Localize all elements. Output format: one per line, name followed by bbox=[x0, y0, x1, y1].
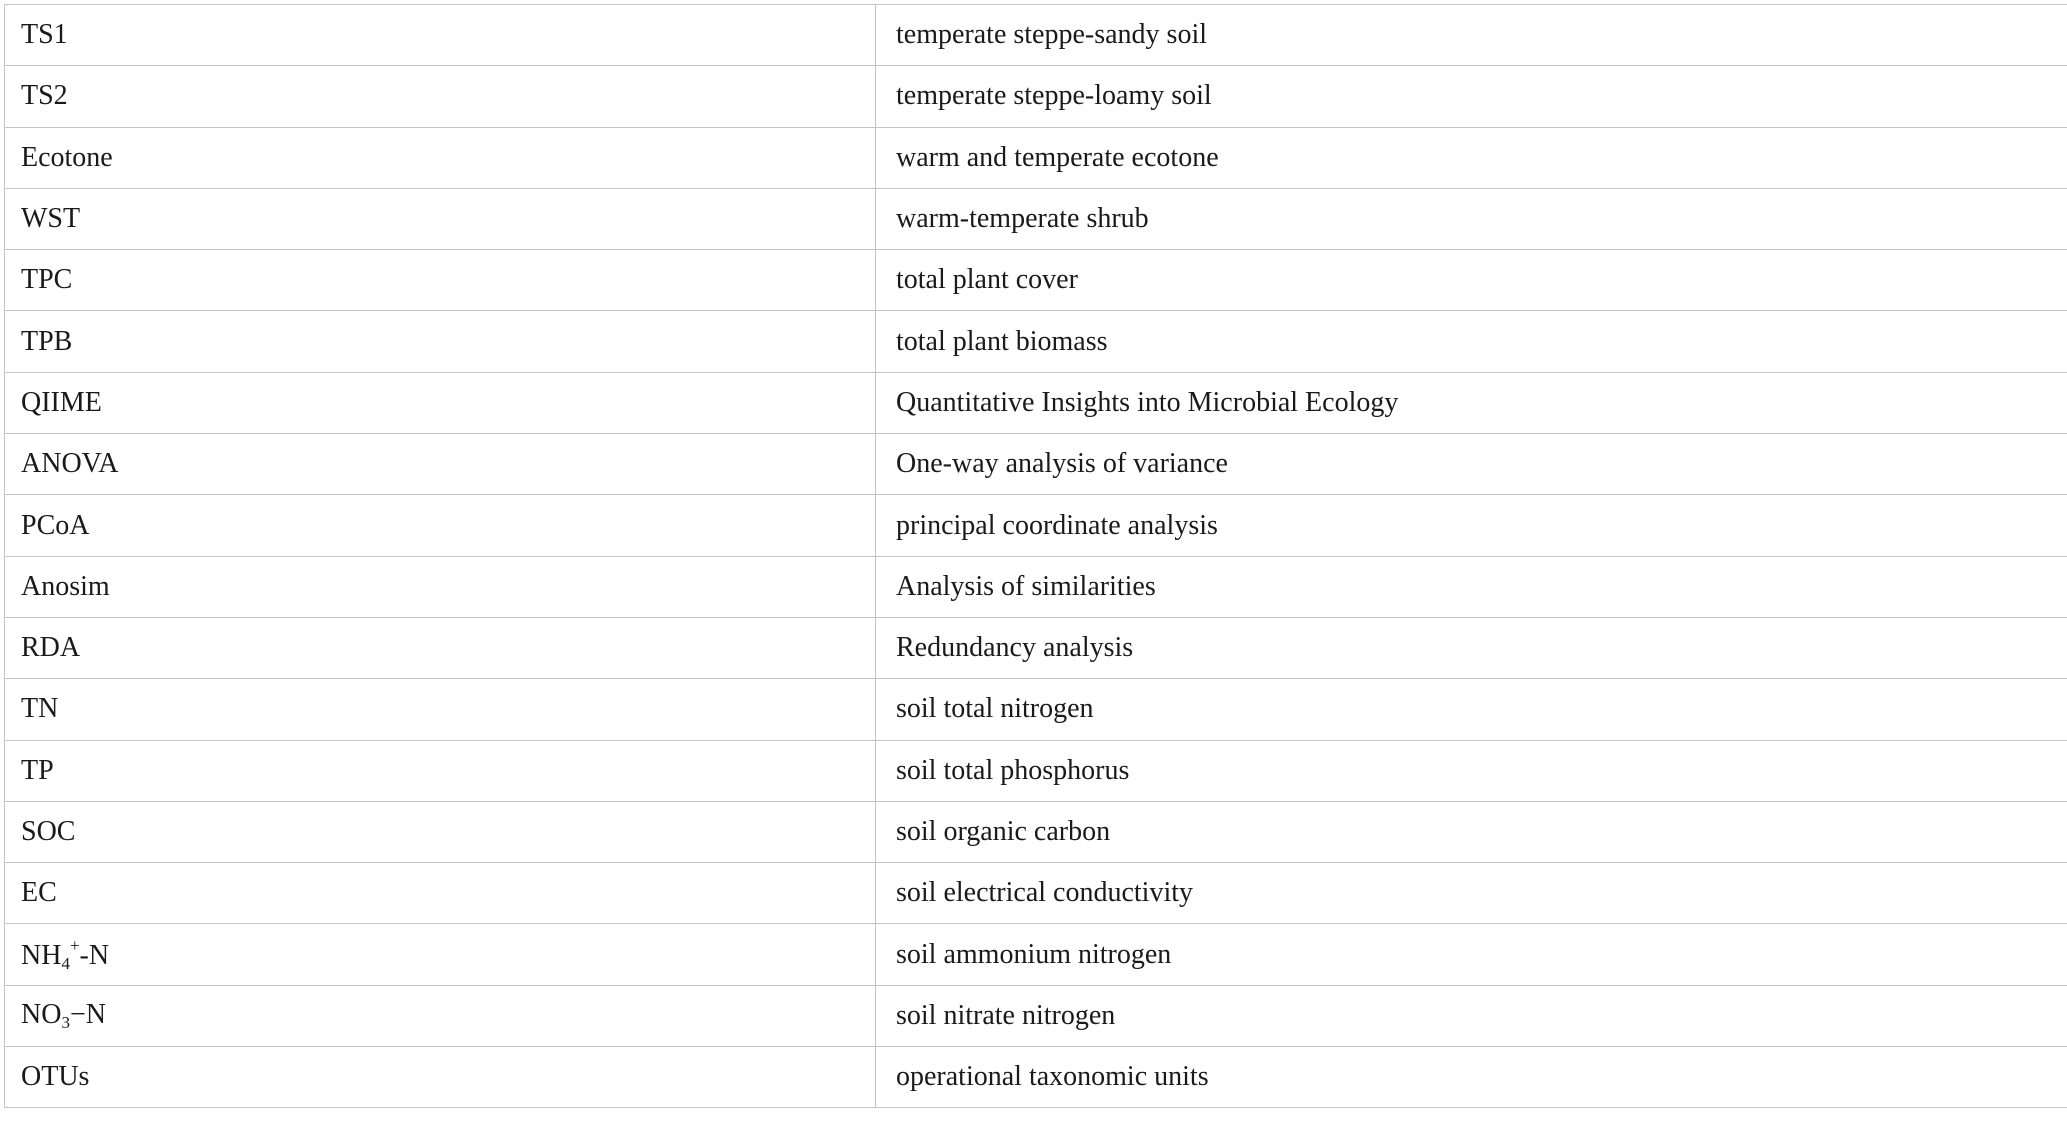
abbreviation-cell: Anosim bbox=[5, 556, 876, 617]
abbreviation-cell-ammonium bbox=[5, 924, 876, 985]
abbreviations-table bbox=[4, 4, 2067, 1108]
table-row bbox=[5, 679, 2067, 740]
abbreviation-cell: PCoA bbox=[5, 495, 876, 556]
table-row bbox=[5, 863, 2067, 924]
abbreviation-cell: TN bbox=[5, 679, 876, 740]
table-row bbox=[5, 5, 2067, 66]
abbreviation-cell: TS1 bbox=[5, 5, 876, 66]
table-row bbox=[5, 250, 2067, 311]
table-row bbox=[5, 434, 2067, 495]
abbr-suffix: −N bbox=[69, 998, 106, 1030]
abbr-base: NH bbox=[21, 939, 62, 971]
definition-cell: One-way analysis of variance bbox=[876, 434, 2067, 495]
definition-cell: soil organic carbon bbox=[876, 801, 2067, 862]
table-row bbox=[5, 617, 2067, 678]
abbreviation-cell: SOC bbox=[5, 801, 876, 862]
abbreviation-cell-nitrate bbox=[5, 985, 876, 1046]
abbreviation-cell: RDA bbox=[5, 617, 876, 678]
definition-cell: soil total phosphorus bbox=[876, 740, 2067, 801]
table-row bbox=[5, 924, 2067, 985]
definition-cell: total plant biomass bbox=[876, 311, 2067, 372]
abbreviation-cell: OTUs bbox=[5, 1047, 876, 1108]
table-row bbox=[5, 740, 2067, 801]
abbr-suffix: -N bbox=[79, 939, 110, 971]
definition-cell: soil electrical conductivity bbox=[876, 863, 2067, 924]
definition-cell: soil nitrate nitrogen bbox=[876, 985, 2067, 1046]
table-row bbox=[5, 66, 2067, 127]
definition-cell: warm and temperate ecotone bbox=[876, 127, 2067, 188]
table-row bbox=[5, 556, 2067, 617]
table-row bbox=[5, 188, 2067, 249]
table-row bbox=[5, 985, 2067, 1046]
definition-cell: operational taxonomic units bbox=[876, 1047, 2067, 1108]
table-row bbox=[5, 801, 2067, 862]
definition-cell: Redundancy analysis bbox=[876, 617, 2067, 678]
table-row bbox=[5, 311, 2067, 372]
definition-cell: total plant cover bbox=[876, 250, 2067, 311]
definition-cell: soil total nitrogen bbox=[876, 679, 2067, 740]
table-row bbox=[5, 372, 2067, 433]
abbreviation-cell: TPB bbox=[5, 311, 876, 372]
table-row bbox=[5, 1047, 2067, 1108]
abbreviation-cell: QIIME bbox=[5, 372, 876, 433]
abbreviation-cell: Ecotone bbox=[5, 127, 876, 188]
abbreviation-cell: WST bbox=[5, 188, 876, 249]
abbr-superscript: + bbox=[69, 936, 80, 956]
definition-cell: Analysis of similarities bbox=[876, 556, 2067, 617]
abbreviation-cell: TP bbox=[5, 740, 876, 801]
abbr-subscript: 3 bbox=[61, 1012, 70, 1032]
definition-cell: temperate steppe-sandy soil bbox=[876, 5, 2067, 66]
abbreviation-cell: TS2 bbox=[5, 66, 876, 127]
abbr-base: NO bbox=[21, 998, 62, 1030]
definition-cell: soil ammonium nitrogen bbox=[876, 924, 2067, 985]
abbreviation-cell: TPC bbox=[5, 250, 876, 311]
definition-cell: Quantitative Insights into Microbial Ecology bbox=[876, 372, 2067, 433]
abbreviation-cell: EC bbox=[5, 863, 876, 924]
definition-cell: temperate steppe-loamy soil bbox=[876, 66, 2067, 127]
definition-cell: principal coordinate analysis bbox=[876, 495, 2067, 556]
table-row bbox=[5, 127, 2067, 188]
table-row bbox=[5, 495, 2067, 556]
definition-cell: warm-temperate shrub bbox=[876, 188, 2067, 249]
abbreviation-cell: ANOVA bbox=[5, 434, 876, 495]
abbr-subscript: 4 bbox=[61, 954, 70, 974]
